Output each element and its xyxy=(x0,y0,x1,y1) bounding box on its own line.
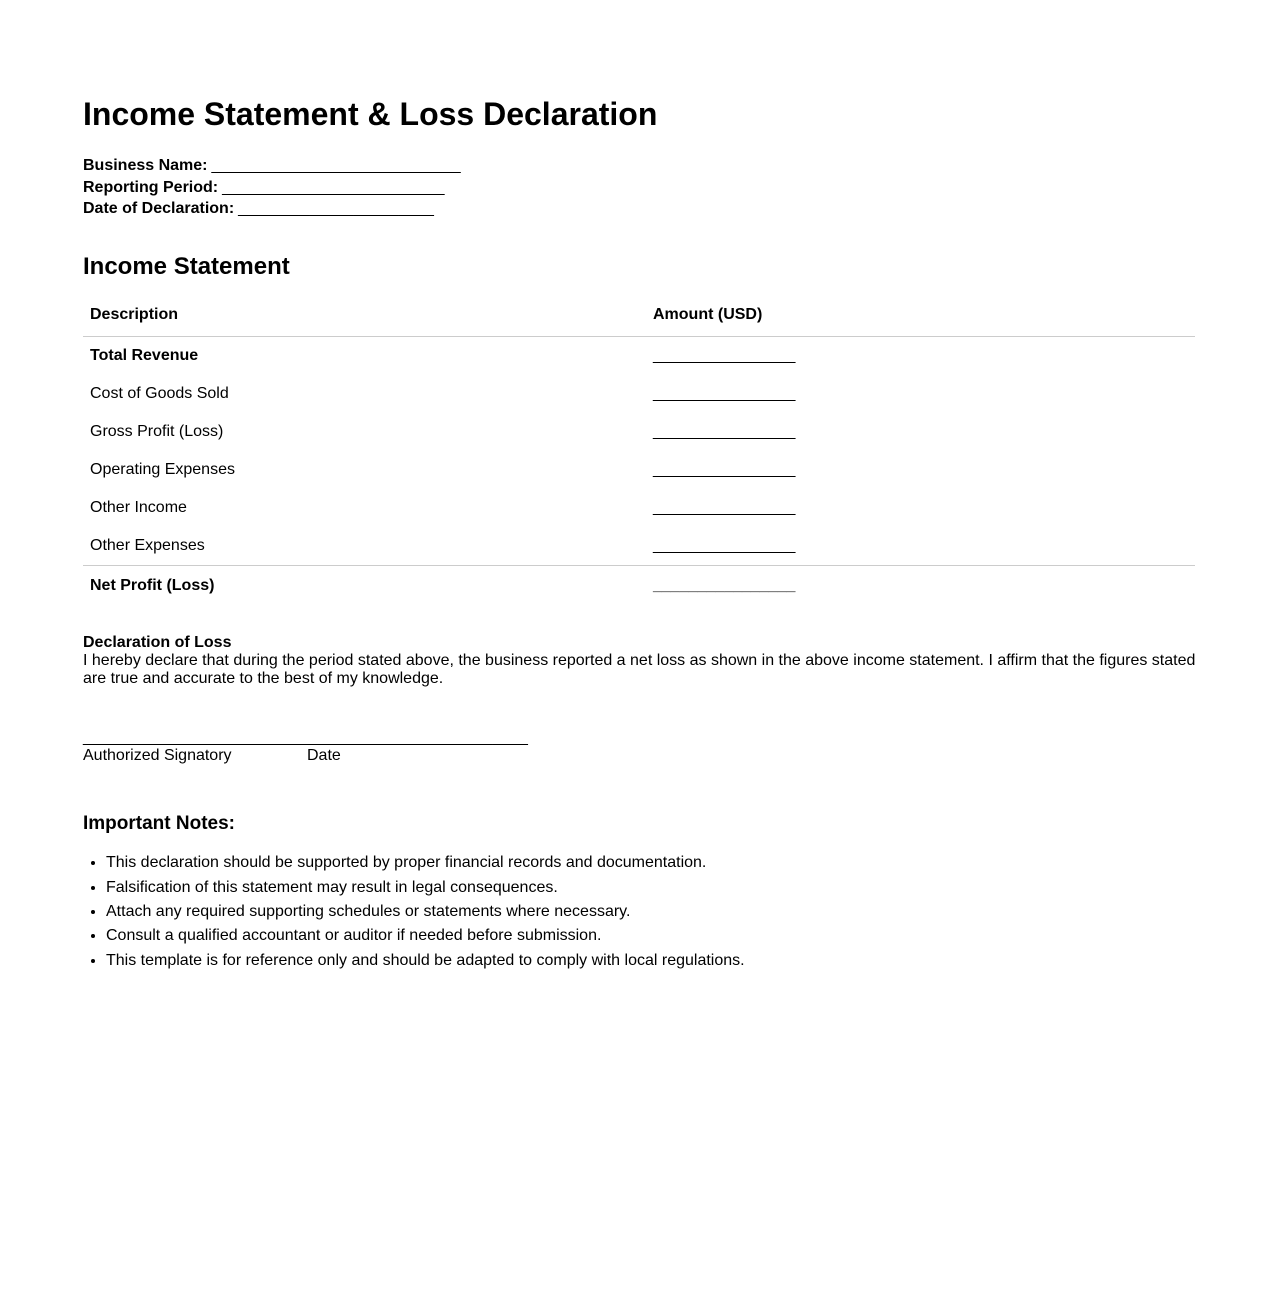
amount-blank: ________________ xyxy=(653,422,796,440)
amount-blank: ________________ xyxy=(653,536,796,554)
table-row-total-revenue xyxy=(83,336,1195,375)
note-item: • This template is for reference only and should be adapted to comply with local regulations. xyxy=(106,952,1195,970)
row-description: Gross Profit (Loss) xyxy=(90,422,224,440)
row-description: Total Revenue xyxy=(90,346,199,364)
row-description: Cost of Goods Sold xyxy=(90,384,229,402)
form-fields xyxy=(83,155,1195,220)
table-row-other-expenses xyxy=(83,527,1195,566)
table-header-row xyxy=(83,306,1195,337)
table-row-gross-profit xyxy=(83,413,1195,451)
authorized-signatory-label: Authorized Signatory xyxy=(83,747,232,765)
amount-blank: ________________ xyxy=(653,346,796,364)
amount-blank: ________________ xyxy=(653,384,796,402)
amount-blank: ________________ xyxy=(653,565,1195,607)
page-title: Income Statement & Loss Declaration xyxy=(83,96,658,132)
note-item: • This declaration should be supported by proper financial records and documentation. xyxy=(106,854,1195,872)
row-description: Operating Expenses xyxy=(90,460,235,478)
row-description: Other Expenses xyxy=(90,536,205,554)
important-notes-heading: Important Notes: xyxy=(83,813,235,835)
field-business-name xyxy=(83,155,1195,177)
table-row-cogs xyxy=(83,375,1195,413)
table-row-operating-expenses xyxy=(83,451,1195,489)
note-item: • Falsification of this statement may result in legal consequences. xyxy=(106,879,1195,897)
table-row-other-income xyxy=(83,489,1195,527)
important-notes-list xyxy=(83,854,1195,970)
reporting-period-label: Reporting Period: xyxy=(83,178,219,196)
reporting-period-blank: _________________________ xyxy=(222,178,445,196)
row-description: Net Profit (Loss) xyxy=(83,565,653,607)
business-name-blank: ____________________________ xyxy=(211,156,461,174)
declaration-date-label: Date of Declaration: xyxy=(83,200,235,218)
amount-blank: ________________ xyxy=(653,498,796,516)
field-declaration-date xyxy=(83,198,1195,220)
signature-labels xyxy=(83,747,1195,765)
business-name-label: Business Name: xyxy=(83,156,208,174)
table-row-net-profit xyxy=(83,565,1195,607)
note-item: • Attach any required supporting schedules or statements where necessary. xyxy=(106,903,1195,921)
declaration-section xyxy=(83,634,1213,689)
declaration-heading: Declaration of Loss xyxy=(83,633,232,651)
note-item: • Consult a qualified accountant or auditor if needed before submission. xyxy=(106,927,1195,945)
amount-blank: ________________ xyxy=(653,460,796,478)
date-label: Date xyxy=(307,747,341,765)
declaration-date-blank: ______________________ xyxy=(238,200,434,218)
income-statement-heading: Income Statement xyxy=(83,252,290,280)
row-description: Other Income xyxy=(90,498,187,516)
income-statement-table xyxy=(83,306,1195,607)
declaration-text: I hereby declare that during the period stated above, the business reported a net loss as shown in the above income statement. I affirm that the figures stated are true and accurate to the best of my knowledge. xyxy=(83,651,1196,688)
signature-line: __________________________________________________ xyxy=(83,728,528,746)
column-header-amount: Amount (USD) xyxy=(653,306,1195,337)
field-reporting-period xyxy=(83,177,1195,199)
column-header-description: Description xyxy=(83,306,653,337)
signature-section xyxy=(83,729,1195,766)
